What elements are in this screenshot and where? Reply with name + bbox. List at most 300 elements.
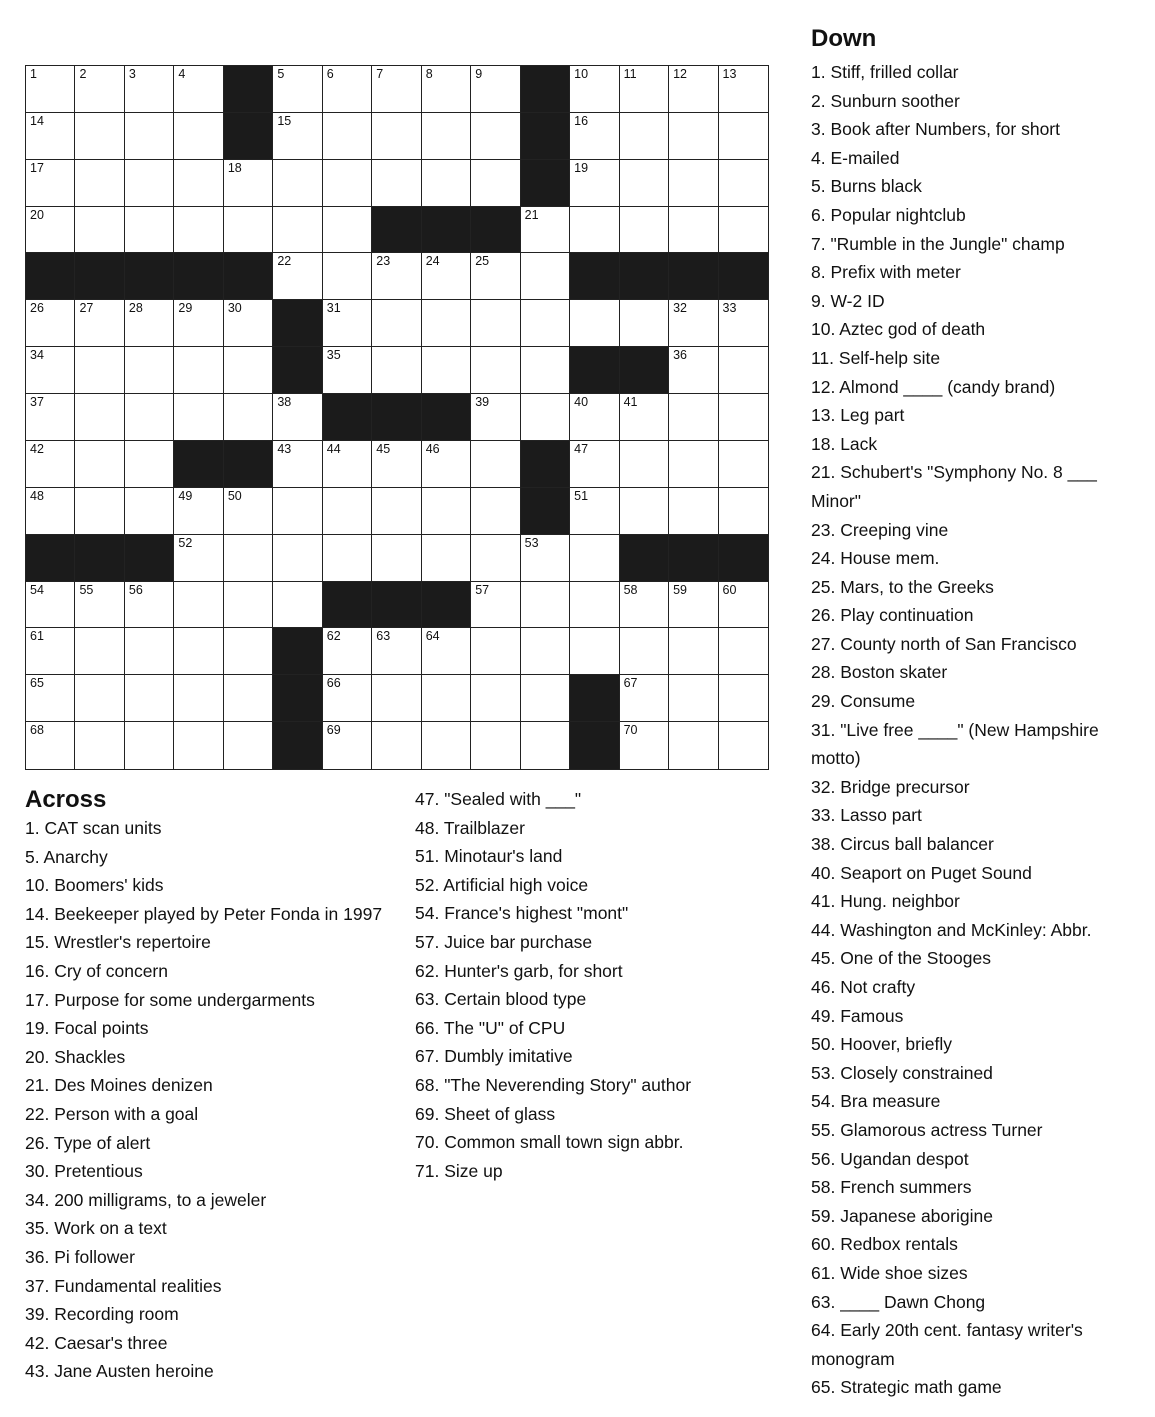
black-square	[570, 347, 619, 394]
grid-cell[interactable]	[719, 394, 768, 441]
grid-cell[interactable]	[669, 207, 718, 254]
grid-cell[interactable]	[719, 488, 768, 535]
grid-cell[interactable]	[26, 300, 75, 347]
grid-cell[interactable]	[372, 66, 421, 113]
grid-cell[interactable]	[26, 160, 75, 207]
clue-item: 30. Pretentious	[25, 1161, 143, 1182]
grid-cell[interactable]	[26, 582, 75, 629]
grid-cell[interactable]	[669, 347, 718, 394]
grid-cell[interactable]	[323, 722, 372, 769]
grid-cell[interactable]	[125, 488, 174, 535]
grid-cell[interactable]	[125, 722, 174, 769]
grid-cell[interactable]	[273, 253, 322, 300]
grid-cell[interactable]	[323, 628, 372, 675]
clue-item: 5. Burns black	[811, 176, 922, 197]
grid-cell[interactable]	[26, 488, 75, 535]
black-square	[521, 66, 570, 113]
grid-cell[interactable]	[26, 441, 75, 488]
grid-cell[interactable]	[669, 441, 718, 488]
clue-number: 42	[30, 441, 44, 456]
grid-cell[interactable]	[174, 582, 223, 629]
grid-cell[interactable]	[521, 582, 570, 629]
grid-cell[interactable]	[372, 488, 421, 535]
clue-item: 44. Washington and McKinley: Abbr.	[811, 919, 1092, 940]
grid-cell[interactable]	[174, 207, 223, 254]
clue-number: 27	[79, 301, 94, 316]
crossword-grid	[25, 65, 769, 770]
black-square	[471, 207, 520, 254]
clue-number: 32	[673, 301, 687, 316]
grid-cell[interactable]	[224, 488, 273, 535]
grid-cell[interactable]	[26, 113, 75, 160]
grid-cell[interactable]	[125, 160, 174, 207]
clue-item: 3. Book after Numbers, for short	[811, 119, 1060, 140]
grid-cell[interactable]	[620, 722, 669, 769]
clue-item: 5. Anarchy	[25, 846, 108, 867]
grid-cell[interactable]	[26, 394, 75, 441]
grid-cell[interactable]	[26, 207, 75, 254]
grid-cell[interactable]	[26, 675, 75, 722]
clue-item: 71. Size up	[415, 1160, 503, 1181]
clue-number: 39	[475, 395, 490, 410]
grid-cell[interactable]	[620, 441, 669, 488]
grid-cell[interactable]	[669, 160, 718, 207]
grid-cell[interactable]	[273, 394, 322, 441]
grid-cell[interactable]	[75, 113, 124, 160]
grid-cell[interactable]	[323, 207, 372, 254]
clue-item: 46. Not crafty	[811, 977, 916, 997]
black-square	[125, 253, 174, 300]
clue-number: 21	[524, 207, 539, 222]
grid-cell[interactable]	[125, 441, 174, 488]
clue-item: 47. "Sealed with ___"	[415, 789, 582, 809]
clue-item: 43. Jane Austen heroine	[25, 1361, 214, 1382]
grid-cell[interactable]	[323, 675, 372, 722]
black-square	[26, 253, 75, 300]
grid-cell[interactable]	[570, 394, 619, 441]
grid-cell[interactable]	[125, 582, 174, 629]
grid-cell[interactable]	[669, 113, 718, 160]
grid-cell[interactable]	[521, 300, 570, 347]
grid-cell[interactable]	[75, 488, 124, 535]
grid-cell[interactable]	[174, 722, 223, 769]
clue-number: 34	[30, 348, 44, 363]
clue-item: 70. Common small town sign abbr.	[415, 1132, 684, 1153]
clue-item: 2. Sunburn soother	[811, 90, 960, 111]
clue-number: 33	[722, 301, 737, 316]
grid-cell[interactable]	[719, 207, 768, 254]
grid-cell[interactable]	[669, 488, 718, 535]
grid-cell[interactable]	[669, 66, 718, 113]
grid-cell[interactable]	[422, 160, 471, 207]
grid-cell[interactable]	[719, 582, 768, 629]
grid-cell[interactable]	[75, 582, 124, 629]
clue-item: 14. Beekeeper played by Peter Fonda in 1997	[25, 903, 383, 924]
clue-number: 49	[178, 488, 193, 503]
grid-cell[interactable]	[422, 347, 471, 394]
grid-cell[interactable]	[174, 488, 223, 535]
black-square	[273, 675, 322, 722]
clue-number: 55	[79, 582, 94, 597]
grid-cell[interactable]	[75, 347, 124, 394]
clue-item: 57. Juice bar purchase	[415, 931, 593, 952]
clue-item: 41. Hung. neighbor	[811, 891, 960, 912]
grid-cell[interactable]	[521, 675, 570, 722]
grid-cell[interactable]	[125, 675, 174, 722]
grid-cell[interactable]	[224, 535, 273, 582]
across-heading: Across	[25, 786, 107, 813]
grid-cell[interactable]	[174, 394, 223, 441]
clue-item: 32. Bridge precursor	[811, 776, 970, 797]
clue-item: 40. Seaport on Puget Sound	[811, 862, 1032, 883]
grid-cell[interactable]	[422, 300, 471, 347]
grid-cell[interactable]	[224, 300, 273, 347]
grid-cell[interactable]	[323, 535, 372, 582]
grid-cell[interactable]	[620, 394, 669, 441]
grid-cell[interactable]	[570, 160, 619, 207]
grid-cell[interactable]	[422, 535, 471, 582]
grid-cell[interactable]	[26, 347, 75, 394]
grid-cell[interactable]	[521, 394, 570, 441]
black-square	[669, 253, 718, 300]
grid-cell[interactable]	[719, 66, 768, 113]
grid-cell[interactable]	[719, 300, 768, 347]
black-square	[174, 441, 223, 488]
grid-cell[interactable]	[125, 66, 174, 113]
grid-cell[interactable]	[719, 113, 768, 160]
grid-cell[interactable]	[719, 347, 768, 394]
grid-cell[interactable]	[669, 394, 718, 441]
grid-cell[interactable]	[669, 628, 718, 675]
grid-cell[interactable]	[471, 675, 520, 722]
grid-cell[interactable]	[323, 113, 372, 160]
clue-item: 66. The "U" of CPU	[415, 1017, 566, 1038]
clue-item: 53. Closely constrained	[811, 1062, 993, 1083]
grid-cell[interactable]	[521, 347, 570, 394]
grid-cell[interactable]	[224, 628, 273, 675]
clue-item: 11. Self-help site	[811, 347, 941, 368]
black-square	[620, 347, 669, 394]
clue-number: 4	[178, 67, 186, 81]
grid-cell[interactable]	[620, 300, 669, 347]
grid-cell[interactable]	[620, 675, 669, 722]
black-square	[669, 535, 718, 582]
grid-cell[interactable]	[174, 535, 223, 582]
grid-cell[interactable]	[224, 160, 273, 207]
clue-number: 28	[128, 301, 143, 316]
black-square	[719, 253, 768, 300]
black-square	[620, 253, 669, 300]
grid-cell[interactable]	[174, 160, 223, 207]
grid-cell[interactable]	[372, 300, 421, 347]
clue-number: 66	[326, 676, 341, 691]
black-square	[224, 113, 273, 160]
grid-cell[interactable]	[669, 675, 718, 722]
clue-number: 30	[227, 301, 242, 316]
grid-cell[interactable]	[422, 488, 471, 535]
grid-cell[interactable]	[273, 113, 322, 160]
grid-cell[interactable]	[372, 253, 421, 300]
clue-item: 31. "Live free ____" (New Hampshire motto)	[811, 719, 1099, 769]
grid-cell[interactable]	[323, 160, 372, 207]
grid-cell[interactable]	[273, 535, 322, 582]
clue-number: 8	[425, 67, 433, 81]
clue-item: 50. Hoover, briefly	[811, 1034, 953, 1055]
black-square	[125, 535, 174, 582]
grid-cell[interactable]	[570, 535, 619, 582]
grid-cell[interactable]	[471, 722, 520, 769]
clue-number: 56	[128, 582, 143, 597]
grid-cell[interactable]	[323, 488, 372, 535]
clue-item: 52. Artificial high voice	[415, 874, 589, 895]
grid-cell[interactable]	[372, 675, 421, 722]
clue-number: 51	[574, 488, 589, 503]
grid-cell[interactable]	[422, 722, 471, 769]
grid-cell[interactable]	[273, 207, 322, 254]
grid-cell[interactable]	[75, 722, 124, 769]
grid-cell[interactable]	[570, 300, 619, 347]
clue-item: 37. Fundamental realities	[25, 1275, 222, 1296]
clue-number: 31	[326, 301, 341, 316]
black-square	[570, 722, 619, 769]
grid-cell[interactable]	[26, 628, 75, 675]
clue-number: 23	[376, 254, 391, 269]
grid-cell[interactable]	[620, 207, 669, 254]
grid-cell[interactable]	[422, 675, 471, 722]
clue-number: 47	[574, 441, 589, 456]
grid-cell[interactable]	[521, 722, 570, 769]
grid-cell[interactable]	[570, 488, 619, 535]
grid-cell[interactable]	[471, 160, 520, 207]
black-square	[521, 488, 570, 535]
grid-cell[interactable]	[323, 441, 372, 488]
grid-cell[interactable]	[719, 160, 768, 207]
clue-item: 63. ____ Dawn Chong	[811, 1291, 986, 1312]
clue-item: 6. Popular nightclub	[811, 204, 966, 225]
black-square	[224, 253, 273, 300]
grid-cell[interactable]	[422, 66, 471, 113]
grid-cell[interactable]	[471, 628, 520, 675]
grid-cell[interactable]	[422, 628, 471, 675]
clue-item: 1. CAT scan units	[25, 818, 162, 838]
clue-number: 60	[722, 582, 737, 597]
grid-cell[interactable]	[372, 722, 421, 769]
grid-cell[interactable]	[174, 113, 223, 160]
clue-number: 9	[475, 67, 483, 81]
clue-number: 65	[30, 676, 44, 691]
clue-number: 10	[574, 67, 589, 81]
grid-cell[interactable]	[372, 441, 421, 488]
clue-item: 18. Lack	[811, 433, 878, 454]
grid-cell[interactable]	[224, 347, 273, 394]
clue-number: 26	[30, 301, 44, 316]
clue-item: 42. Caesar's three	[25, 1332, 168, 1353]
grid-cell[interactable]	[521, 253, 570, 300]
grid-cell[interactable]	[273, 488, 322, 535]
clue-item: 12. Almond ____ (candy brand)	[811, 376, 1056, 397]
grid-cell[interactable]	[372, 160, 421, 207]
clue-item: 35. Work on a text	[25, 1218, 167, 1239]
grid-cell[interactable]	[422, 253, 471, 300]
clue-number: 14	[30, 113, 44, 128]
clue-number: 58	[623, 582, 638, 597]
clue-number: 11	[623, 67, 637, 81]
clue-number: 15	[277, 113, 292, 128]
black-square	[422, 582, 471, 629]
clue-item: 38. Circus ball balancer	[811, 834, 994, 855]
black-square	[323, 582, 372, 629]
grid-cell[interactable]	[719, 441, 768, 488]
grid-cell[interactable]	[471, 394, 520, 441]
grid-cell[interactable]	[719, 675, 768, 722]
clue-number: 16	[574, 113, 589, 128]
clue-item: 56. Ugandan despot	[811, 1148, 969, 1169]
grid-cell[interactable]	[125, 207, 174, 254]
clue-item: 65. Strategic math game	[811, 1377, 1002, 1398]
grid-cell[interactable]	[669, 300, 718, 347]
grid-cell[interactable]	[323, 66, 372, 113]
grid-cell[interactable]	[570, 207, 619, 254]
grid-cell[interactable]	[719, 628, 768, 675]
black-square	[26, 535, 75, 582]
grid-cell[interactable]	[323, 347, 372, 394]
grid-cell[interactable]	[125, 300, 174, 347]
clue-item: 39. Recording room	[25, 1304, 179, 1325]
grid-cell[interactable]	[323, 253, 372, 300]
clue-item: 20. Shackles	[25, 1046, 126, 1067]
black-square	[570, 253, 619, 300]
grid-cell[interactable]	[75, 628, 124, 675]
clue-item: 64. Early 20th cent. fantasy writer's monogram	[811, 1320, 1083, 1369]
grid-cell[interactable]	[75, 300, 124, 347]
grid-cell[interactable]	[471, 582, 520, 629]
grid-cell[interactable]	[224, 394, 273, 441]
grid-cell[interactable]	[174, 675, 223, 722]
grid-cell[interactable]	[521, 207, 570, 254]
grid-cell[interactable]	[224, 582, 273, 629]
grid-cell[interactable]	[26, 66, 75, 113]
grid-cell[interactable]	[620, 160, 669, 207]
clue-item: 68. "The Neverending Story" author	[415, 1074, 692, 1095]
grid-cell[interactable]	[174, 628, 223, 675]
clue-item: 7. "Rumble in the Jungle" champ	[811, 233, 1065, 254]
grid-cell[interactable]	[422, 113, 471, 160]
grid-cell[interactable]	[471, 113, 520, 160]
grid-cell[interactable]	[521, 628, 570, 675]
grid-cell[interactable]	[273, 66, 322, 113]
grid-cell[interactable]	[372, 628, 421, 675]
grid-cell[interactable]	[273, 582, 322, 629]
black-square	[719, 535, 768, 582]
black-square	[422, 207, 471, 254]
grid-cell[interactable]	[570, 582, 619, 629]
clue-item: 21. Schubert's "Symphony No. 8 ___ Minor"	[811, 462, 1097, 511]
clue-number: 64	[425, 629, 440, 644]
grid-cell[interactable]	[75, 394, 124, 441]
grid-cell[interactable]	[570, 441, 619, 488]
grid-cell[interactable]	[26, 722, 75, 769]
clue-item: 22. Person with a goal	[25, 1103, 199, 1124]
black-square	[75, 253, 124, 300]
grid-cell[interactable]	[75, 160, 124, 207]
grid-cell[interactable]	[372, 113, 421, 160]
grid-cell[interactable]	[471, 441, 520, 488]
grid-cell[interactable]	[273, 160, 322, 207]
grid-cell[interactable]	[620, 582, 669, 629]
grid-cell[interactable]	[719, 722, 768, 769]
clue-number: 53	[524, 535, 539, 550]
clue-number: 35	[326, 348, 341, 363]
clue-number: 24	[425, 254, 440, 269]
black-square	[273, 628, 322, 675]
grid-cell[interactable]	[125, 628, 174, 675]
clue-number: 62	[326, 629, 341, 644]
grid-cell[interactable]	[620, 488, 669, 535]
clue-item: 62. Hunter's garb, for short	[415, 960, 623, 981]
grid-cell[interactable]	[125, 113, 174, 160]
black-square	[75, 535, 124, 582]
grid-cell[interactable]	[471, 488, 520, 535]
grid-cell[interactable]	[224, 675, 273, 722]
grid-cell[interactable]	[224, 207, 273, 254]
grid-cell[interactable]	[669, 722, 718, 769]
grid-cell[interactable]	[75, 66, 124, 113]
clue-item: 51. Minotaur's land	[415, 846, 563, 867]
grid-cell[interactable]	[620, 628, 669, 675]
grid-cell[interactable]	[422, 441, 471, 488]
grid-cell[interactable]	[471, 535, 520, 582]
grid-cell[interactable]	[273, 441, 322, 488]
clue-item: 45. One of the Stooges	[811, 948, 991, 969]
grid-cell[interactable]	[471, 66, 520, 113]
clue-item: 29. Consume	[811, 691, 916, 712]
grid-cell[interactable]	[521, 535, 570, 582]
clue-item: 27. County north of San Francisco	[811, 633, 1077, 654]
grid-cell[interactable]	[75, 441, 124, 488]
grid-cell[interactable]	[620, 66, 669, 113]
grid-cell[interactable]	[570, 628, 619, 675]
grid-cell[interactable]	[570, 66, 619, 113]
black-square	[224, 66, 273, 113]
clue-item: 9. W-2 ID	[811, 290, 885, 311]
grid-cell[interactable]	[372, 535, 421, 582]
grid-cell[interactable]	[471, 300, 520, 347]
grid-cell[interactable]	[620, 113, 669, 160]
black-square	[372, 394, 421, 441]
grid-cell[interactable]	[174, 347, 223, 394]
clue-number: 67	[623, 676, 638, 691]
grid-cell[interactable]	[174, 300, 223, 347]
clue-number: 48	[30, 488, 44, 503]
clue-number: 41	[623, 395, 638, 410]
grid-cell[interactable]	[471, 347, 520, 394]
clue-item: 10. Boomers' kids	[25, 875, 164, 896]
grid-cell[interactable]	[174, 66, 223, 113]
black-square	[273, 722, 322, 769]
grid-cell[interactable]	[669, 582, 718, 629]
grid-cell[interactable]	[372, 347, 421, 394]
clue-number: 19	[574, 160, 589, 175]
grid-cell[interactable]	[75, 207, 124, 254]
grid-cell[interactable]	[323, 300, 372, 347]
grid-cell[interactable]	[471, 253, 520, 300]
grid-cell[interactable]	[570, 113, 619, 160]
grid-cell[interactable]	[75, 675, 124, 722]
grid-cell[interactable]	[125, 394, 174, 441]
grid-cell[interactable]	[125, 347, 174, 394]
down-clue-list	[811, 58, 1141, 1402]
grid-cell[interactable]	[224, 722, 273, 769]
